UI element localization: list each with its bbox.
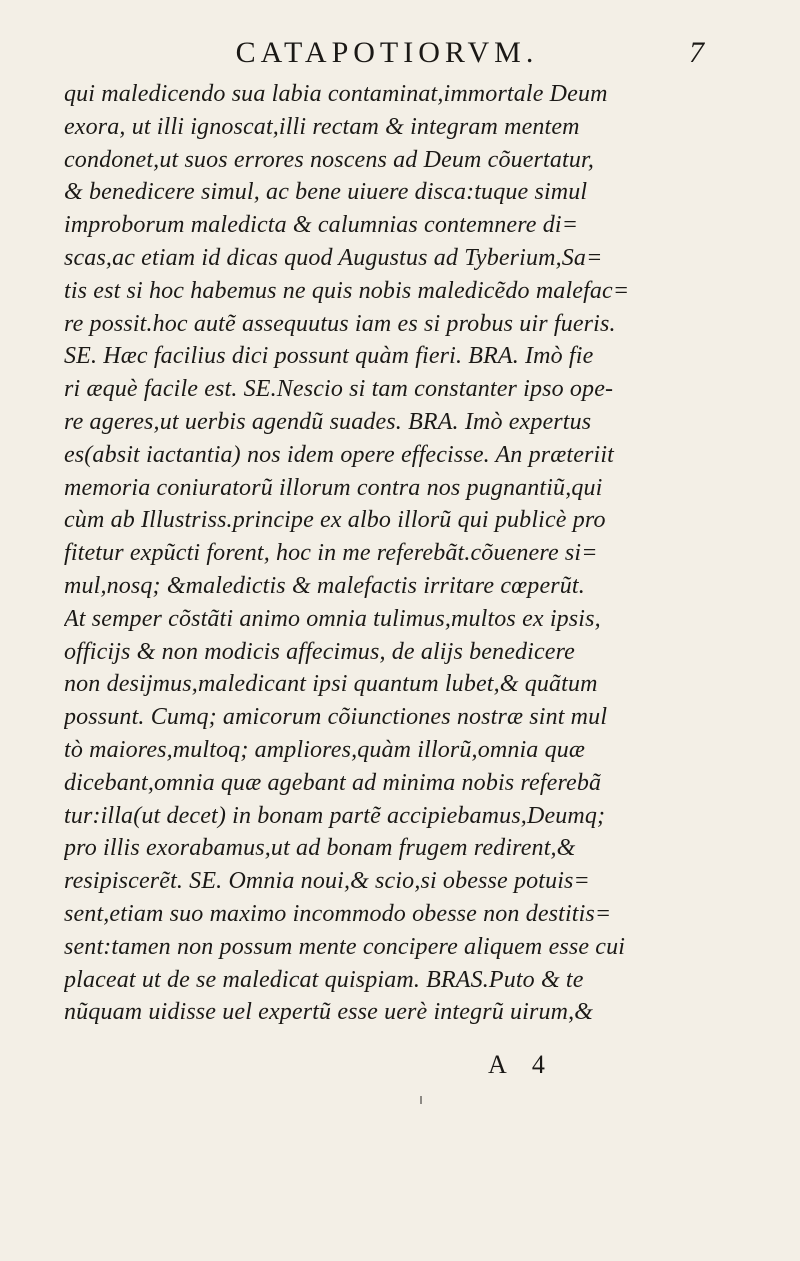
text-line: qui maledicendo sua labia contaminat,immortale Deum xyxy=(64,81,608,107)
text-line: ri æquè facile est. SE.Nescio si tam constanter ipso ope- xyxy=(64,376,614,403)
text-line: tur:illa(ut decet) in bonam partẽ accipiebamus,Deumq; xyxy=(64,802,606,829)
paper-speck xyxy=(420,1096,422,1104)
text-line: memoria coniuratorũ illorum contra nos pugnantiũ,qui xyxy=(64,474,603,501)
text-line: resipiscerẽt. SE. Omnia noui,& scio,si obesse potuis= xyxy=(64,868,590,895)
text-line: possunt. Cumq; amicorum cõiunctiones nostræ sint mul xyxy=(64,704,608,731)
text-line: nũquam uidisse uel expertũ esse uerè integrũ uirum,& xyxy=(64,999,594,1026)
text-line: re ageres,ut uerbis agendũ suades. BRA. Imò expertus xyxy=(64,408,592,435)
body-text xyxy=(64,78,714,1029)
text-line: & benedicere simul, ac bene uiuere disca:tuque simul xyxy=(64,179,588,206)
text-line: tò maiores,multoq; ampliores,quàm illorũ,omnia quæ xyxy=(64,736,586,763)
text-line: re possit.hoc autẽ assequutus iam es si probus uir fueris. xyxy=(64,310,616,337)
running-head: CATAPOTIORVM. xyxy=(235,36,539,69)
text-line: SE. Hæc facilius dici possunt quàm fieri. BRA. Imò fie xyxy=(64,343,594,370)
text-line: improborum maledicta & calumnias contemnere di= xyxy=(64,212,579,239)
signature-mark: A 4 xyxy=(488,1050,555,1079)
text-line: placeat ut de se maledicat quispiam. BRAS.Puto & te xyxy=(64,966,584,993)
page-number: 7 xyxy=(689,36,704,69)
text-line: es(absit iactantia) nos idem opere effecisse. An præteriit xyxy=(64,441,614,468)
page-header xyxy=(70,30,704,74)
text-line: sent,etiam suo maximo incommodo obesse non destitis= xyxy=(64,900,612,927)
text-line: condonet,ut suos errores noscens ad Deum cõuertatur, xyxy=(64,146,594,173)
text-line: non desijmus,maledicant ipsi quantum lubet,& quãtum xyxy=(64,671,598,698)
text-line: At semper cõstãti animo omnia tulimus,multos ex ipsis, xyxy=(64,605,601,632)
text-line: officijs & non modicis affecimus, de alijs benedicere xyxy=(64,638,575,665)
text-line: scas,ac etiam id dicas quod Augustus ad Tyberium,Sa= xyxy=(64,244,603,271)
text-line: cùm ab Illustriss.principe ex albo illorũ qui publicè pro xyxy=(64,507,606,534)
text-line: exora, ut illi ignoscat,illi rectam & integram mentem xyxy=(64,113,580,140)
text-line: dicebant,omnia quæ agebant ad minima nobis referebã xyxy=(64,769,602,796)
text-line: fitetur expũcti forent, hoc in me referebãt.cõuenere si= xyxy=(64,540,598,567)
text-line: tis est si hoc habemus ne quis nobis maledicẽdo malefac= xyxy=(64,277,630,304)
text-line: pro illis exorabamus,ut ad bonam frugem redirent,& xyxy=(64,835,576,862)
text-line: mul,nosq; &maledictis & malefactis irritare cœperũt. xyxy=(64,572,585,599)
text-line: sent:tamen non possum mente concipere aliquem esse cui xyxy=(64,933,626,960)
